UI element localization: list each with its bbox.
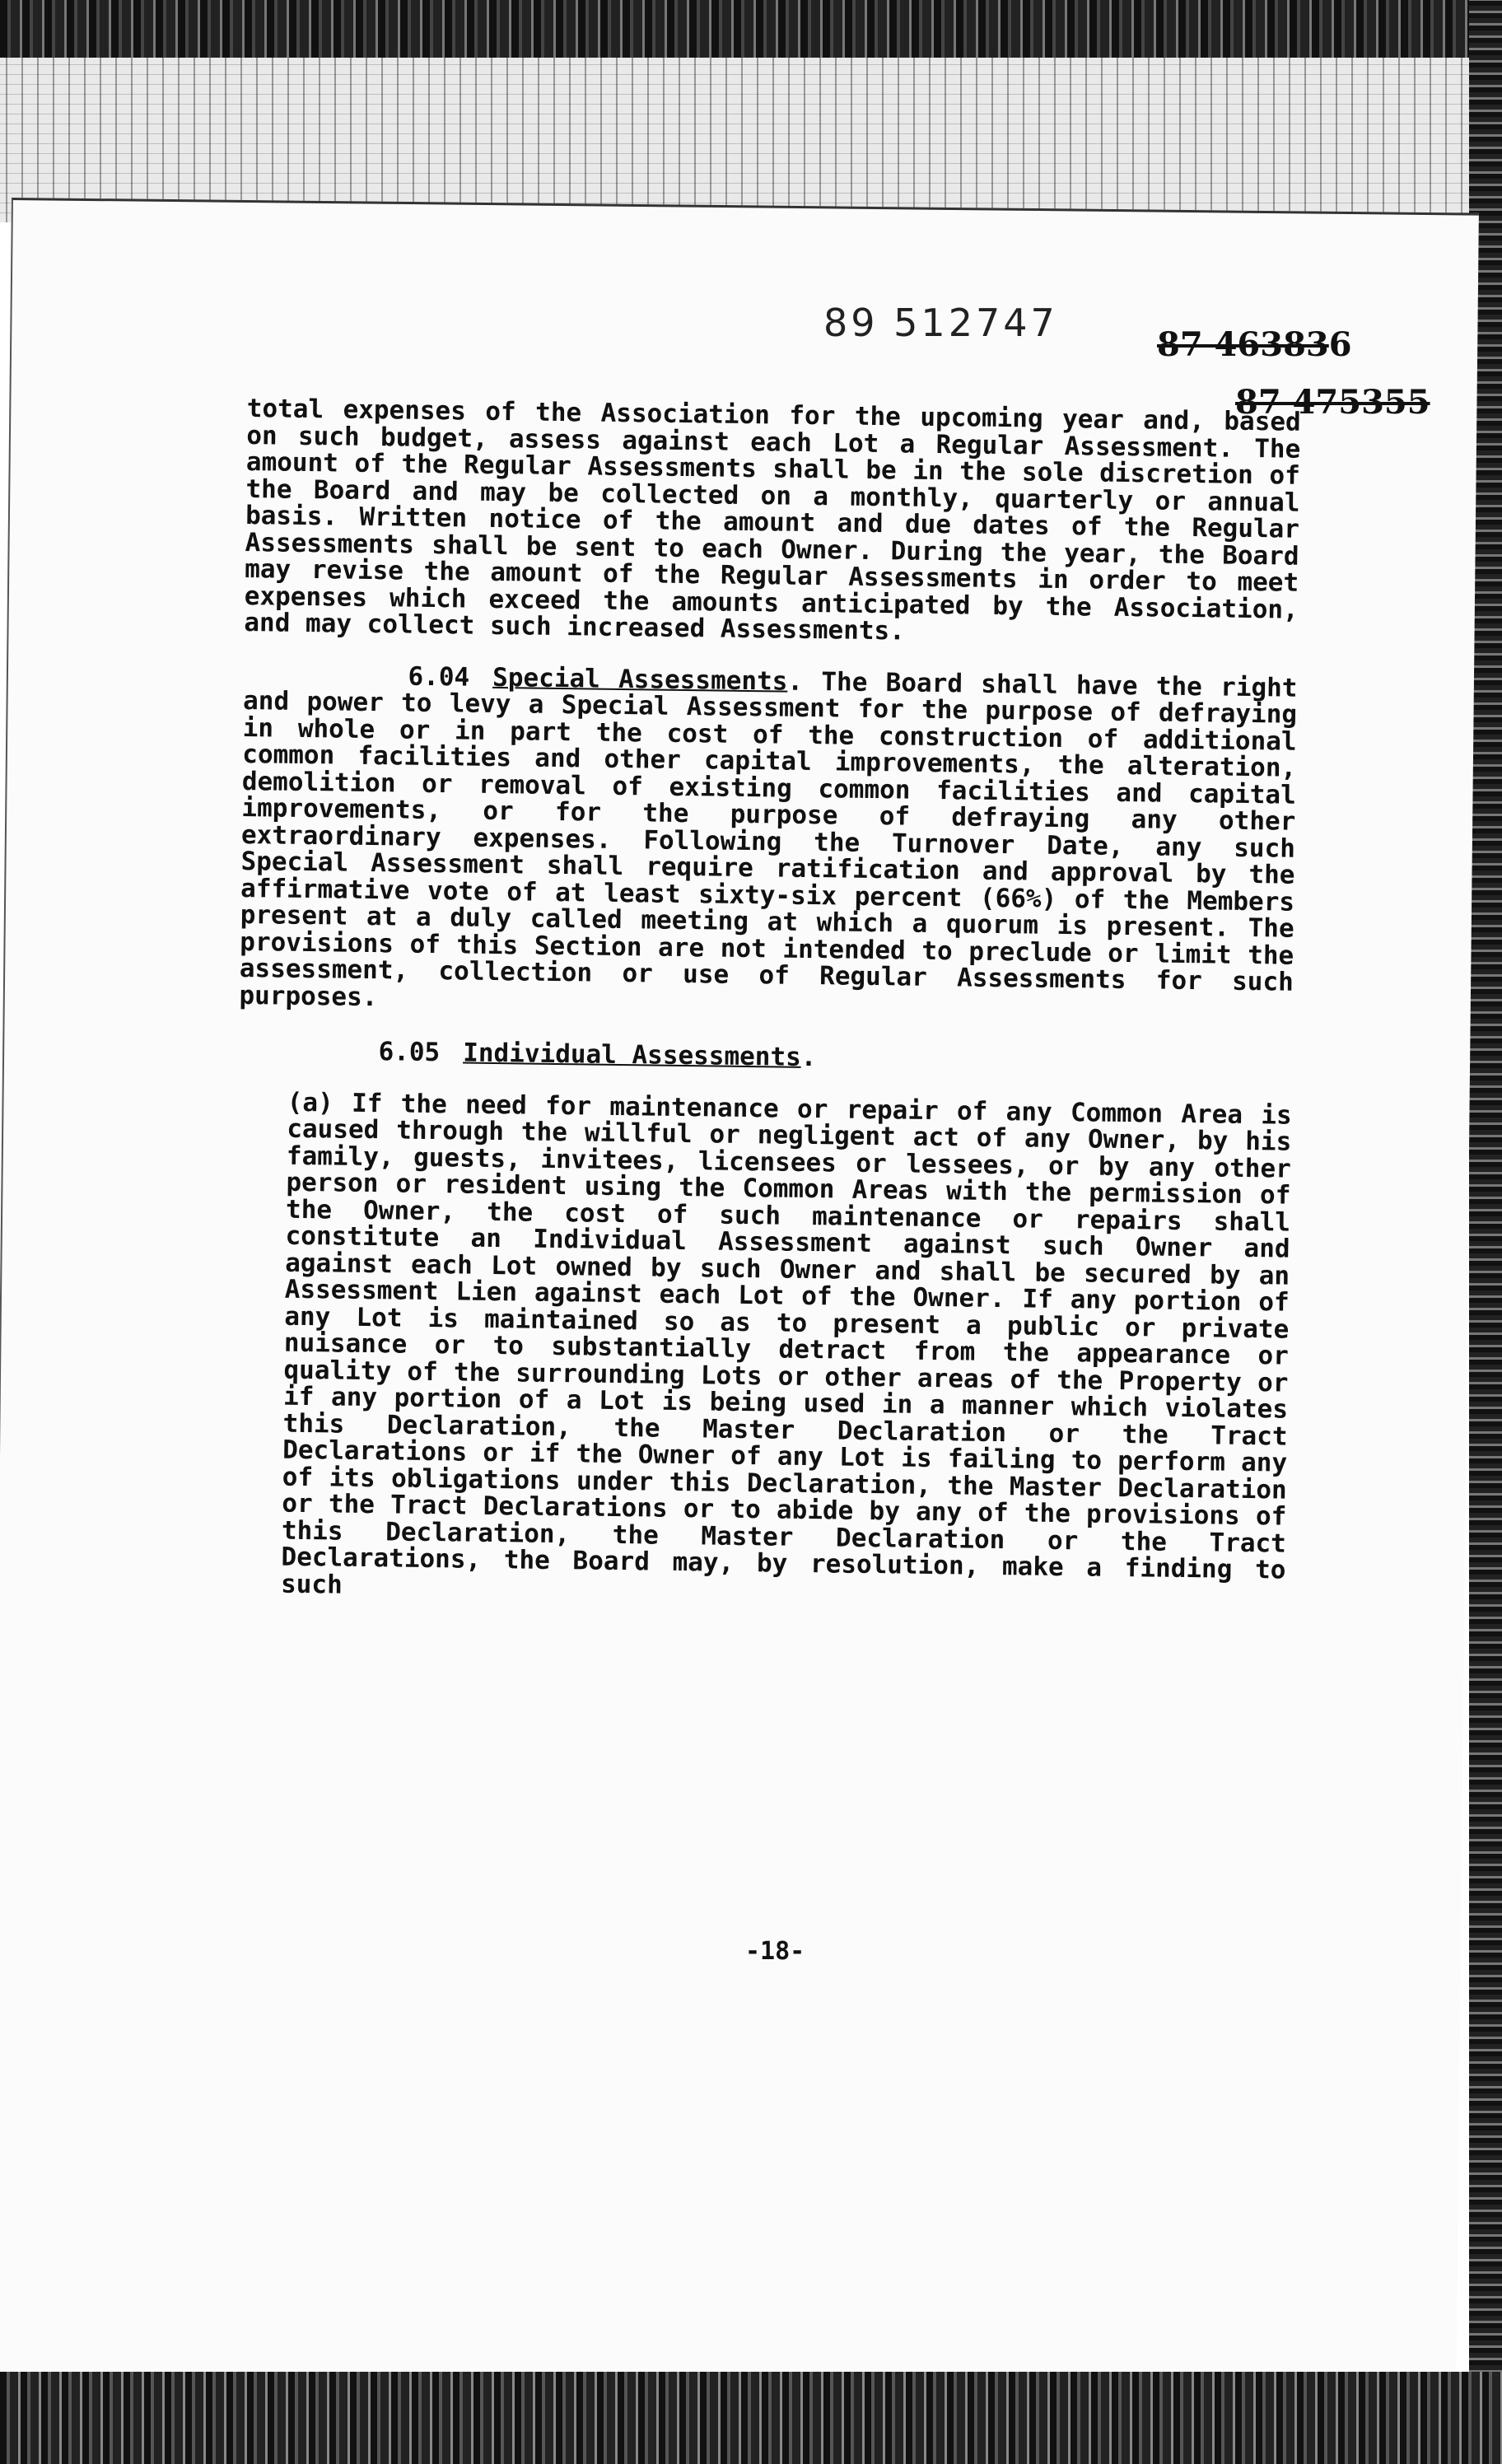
section-6-04-number: 6.04 — [408, 661, 470, 693]
recording-stamp-2: 87 475355 — [1235, 383, 1430, 422]
subsection-a: (a) If the need for maintenance or repair of any Common Area is caused through the willful or negligent act of any Owner, by his family, guests, invitees, licensees or lessees, or by any other person or resident using the Common Areas with the permission of the Owner, the cost of such maintenance or repairs shall constitute an Individual Assessment against such Owner and against each Lot owned by such Owner and shall be secured by an Assessment Lien against each Lot of the Owner. If any portion of any Lot is maintained so as to present a public or private nuisance or to substantially detract from the appearance or quality of the surrounding Lots or other areas of the Property or if any portion of a Lot is being used in a manner which violates this Declaration, the Master Declaration or the Tract Declarations or if the Owner of any Lot is failing to perform any of its obligations under this Declaration, the Master Declaration or the Tract Declarations or to abide by any of the provisions of this Declaration, the Master Declaration or the Tract Declarations, the Board may, by resolution, make a finding to such — [280, 1087, 1292, 1600]
document-number: 89 512747 — [823, 301, 1058, 345]
recording-stamp-1-suffix: 6 — [1328, 325, 1352, 364]
section-6-05-suffix: . — [800, 1042, 817, 1073]
scan-noise-bottom-edge — [0, 2372, 1502, 2464]
section-6-05-number: 6.05 — [378, 1037, 441, 1068]
section-6-04 — [239, 660, 1297, 1022]
paragraph-assessment-continued: total expenses of the Association for the upcoming year and, based on such budget, assess against each Lot a Regular Assessment. The amount of the Regular Assessments shall be in the sole discretion of the Board and may be collected on a monthly, quarterly or annual basis. Written notice of the amount and due dates of the Regular Assessments shall be sent to each Owner. During the year, the Board may revise the amount of the Regular Assessments in order to meet expenses which exceed the amounts anticipated by the Association, and may collect such increased Assessments. — [244, 394, 1301, 646]
section-6-05-heading: Individual Assessments — [462, 1038, 802, 1072]
page-number: -18- — [745, 1937, 805, 1966]
document-body — [231, 395, 1301, 1611]
section-6-05 — [238, 1037, 1292, 1077]
recording-stamp-1-struck: 87 46383 — [1157, 325, 1329, 364]
section-6-04-text: . The Board shall have the right and power to levy a Special Assessment for the purpose of defraying in whole or in part the cost of the construction of additional common facilities and other capital improvements, the alteration, demolition or removal of existing common facilities and capital improvements, or for the purpose of defraying any other extraordinary expenses. Following the Turnover Date, any such Special Assessment shall require ratification and approval by the affirmative vote of at least sixty-six percent (66%) of the Members present at a duly called meeting at which a quorum is present. The provisions of this Section are not intended to preclude or limit the assessment, collection or use of Regular Assessments for such purposes. — [239, 666, 1298, 1012]
section-6-04-heading: Special Assessments — [492, 662, 788, 697]
scan-noise-top-edge — [0, 0, 1502, 58]
recording-stamp-1 — [1157, 325, 1352, 364]
